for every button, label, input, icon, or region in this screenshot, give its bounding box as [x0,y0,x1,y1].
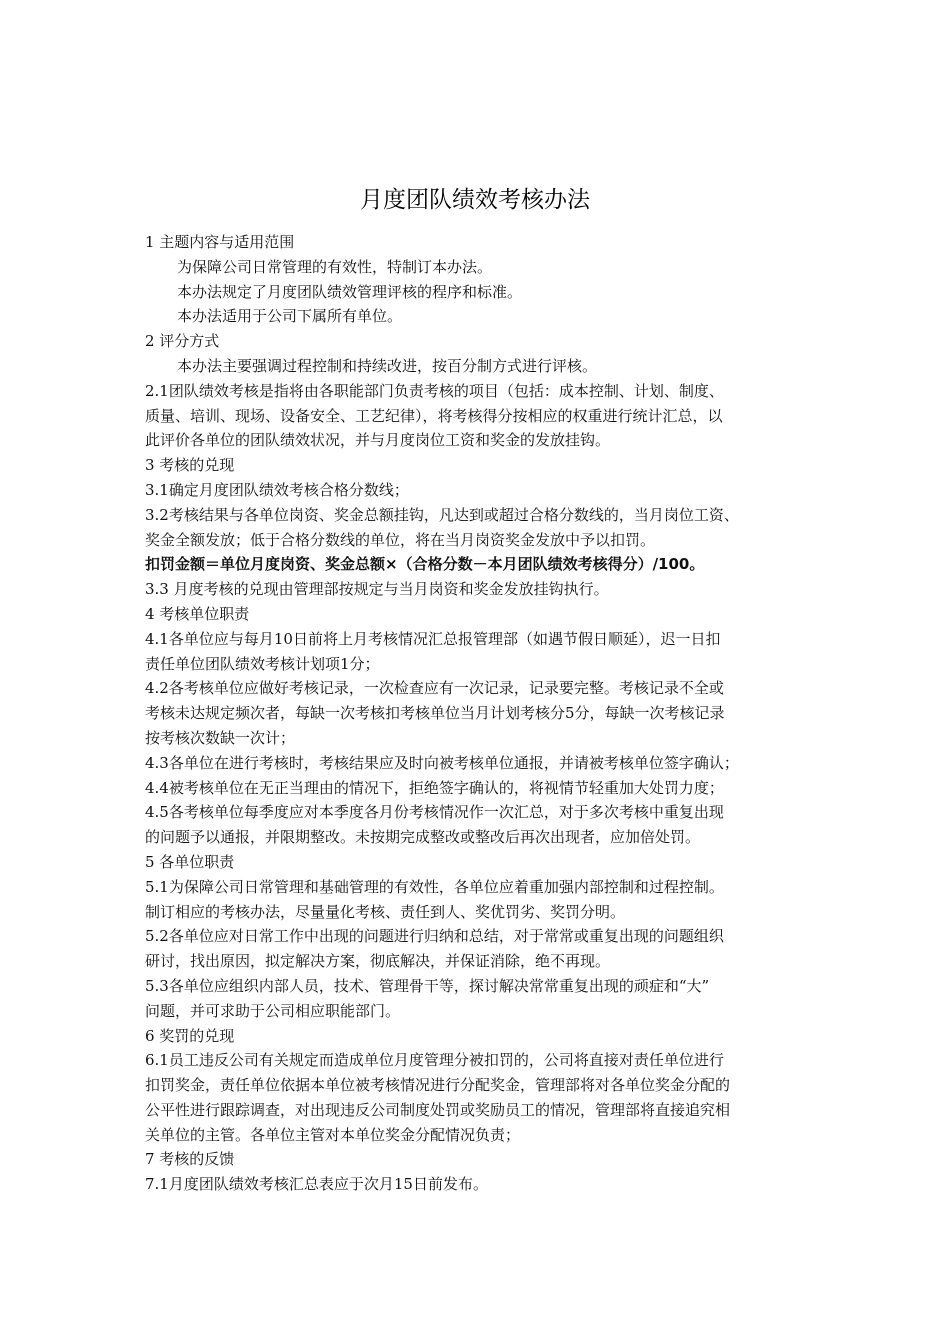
text-line: 4.3各单位在进行考核时，考核结果应及时向被考核单位通报，并请被考核单位签字确认； [145,753,739,772]
text-line: 3.3 月度考核的兑现由管理部按规定与当月岗资和奖金发放挂钩执行。 [145,580,609,599]
text-line: 研讨，找出原因，拟定解决方案，彻底解决，并保证消除，绝不再现。 [145,952,611,971]
text-line: 责任单位团队绩效考核计划项1分； [145,654,380,673]
text-line: 5.3各单位应组织内部人员，技术、管理骨干等，探讨解决常常重复出现的顽症和“大” [145,976,710,995]
text-line: 本办法主要强调过程控制和持续改进，按百分制方式进行评核。 [177,356,598,375]
formula-line: 扣罚金额＝单位月度岗资、奖金总额×（合格分数－本月团队绩效考核得分）/100。 [145,555,705,574]
text-line: 扣罚奖金，责任单位依据本单位被考核情况进行分配奖金，管理部将对各单位奖金分配的 [145,1076,731,1095]
text-line: 4.5各考核单位每季度应对本季度各月份考核情况作一次汇总，对于多次考核中重复出现 [145,803,724,822]
text-line: 问题，并可求助于公司相应职能部门。 [145,1001,401,1020]
text-line: 3.2考核结果与各单位岗资、奖金总额挂钩，凡达到或超过合格分数线的，当月岗位工资、 [145,505,739,524]
text-line: 3 考核的兑现 [145,456,235,475]
text-line: 6.1员工违反公司有关规定而造成单位月度管理分被扣罚的，公司将直接对责任单位进行 [145,1051,724,1070]
document-title: 月度团队绩效考核办法 [360,187,590,213]
text-line: 5.1为保障公司日常管理和基础管理的有效性，各单位应着重加强内部控制和过程控制。 [145,877,724,896]
text-line: 按考核次数缺一次计； [145,728,296,747]
text-line: 2.1团队绩效考核是指将由各职能部门负责考核的项目（包括：成本控制、计划、制度、 [145,381,724,400]
text-line: 制订相应的考核办法，尽量量化考核、责任到人、奖优罚劣、奖罚分明。 [145,902,626,921]
text-line: 考核未达规定频次者，每缺一次考核扣考核单位当月计划考核分5分，每缺一次考核记录 [145,704,725,723]
text-line: 本办法规定了月度团队绩效管理评核的程序和标准。 [177,282,523,301]
text-line: 质量、培训、现场、设备安全、工艺纪律），将考核得分按相应的权重进行统计汇总，以 [145,406,723,425]
text-line: 为保障公司日常管理的有效性，特制订本办法。 [177,257,493,276]
text-line: 2 评分方式 [145,332,220,351]
text-line: 6 奖罚的兑现 [145,1026,235,1045]
text-line: 7 考核的反馈 [145,1150,235,1169]
text-line: 奖金全额发放；低于合格分数线的单位，将在当月岗资奖金发放中予以扣罚。 [145,530,656,549]
text-line: 的问题予以通报，并限期整改。未按期完成整改或整改后再次出现者，应加倍处罚。 [145,828,701,847]
text-line: 此评价各单位的团队绩效状况，并与月度岗位工资和奖金的发放挂钩。 [145,431,611,450]
text-line: 3.1确定月度团队绩效考核合格分数线； [145,480,409,499]
text-line: 关单位的主管。各单位主管对本单位奖金分配情况负责； [145,1125,521,1144]
text-line: 4.1各单位应与每月10日前将上月考核情况汇总报管理部（如遇节假日顺延），迟一日扣 [145,629,721,648]
text-line: 公平性进行跟踪调查，对出现违反公司制度处罚或奖励员工的情况，管理部将直接追究相 [145,1100,731,1119]
text-line: 7.1月度团队绩效考核汇总表应于次月15日前发布。 [145,1175,488,1194]
text-line: 5 各单位职责 [145,852,235,871]
text-line: 1 主题内容与适用范围 [145,233,295,251]
text-line: 4.4被考核单位在无正当理由的情况下，拒绝签字确认的，将视情节轻重加大处罚力度； [145,778,724,797]
text-line: 5.2各单位应对日常工作中出现的问题进行归纳和总结，对于常常或重复出现的问题组织 [145,927,724,946]
text-line: 4 考核单位职责 [145,604,250,623]
document-body [145,230,817,1197]
text-line: 本办法适用于公司下属所有单位。 [177,307,403,326]
text-line: 4.2各考核单位应做好考核记录，一次检查应有一次记录，记录要完整。考核记录不全或 [145,679,724,698]
